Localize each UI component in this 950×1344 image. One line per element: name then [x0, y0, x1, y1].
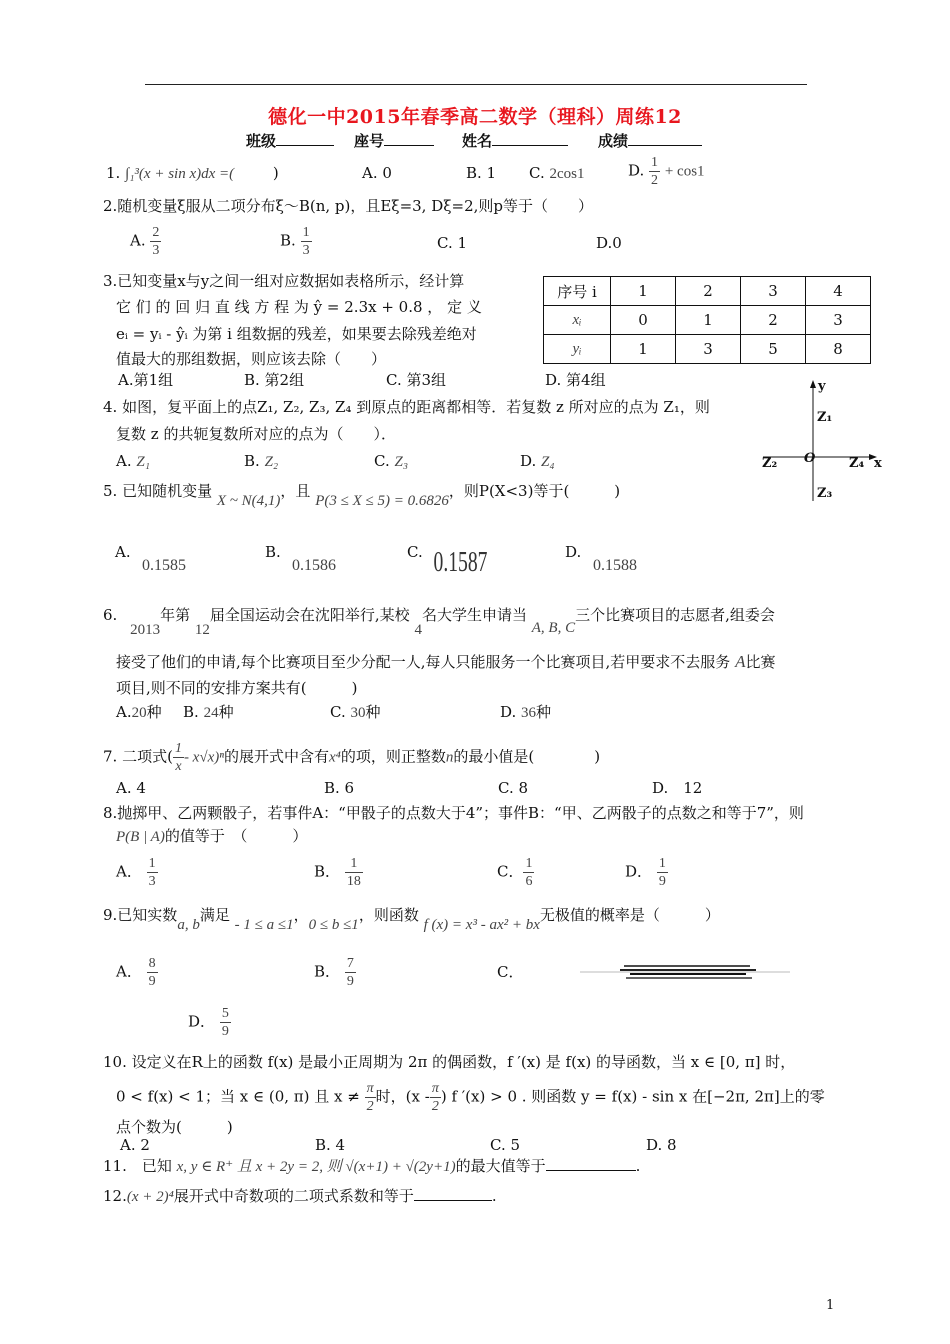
- q5-option-a: 0.1585: [142, 557, 186, 574]
- q2-option-a: A. $\frac{2}{3}$: [130, 225, 160, 258]
- q8-option-a: A． $\frac{1}{3}$: [116, 856, 156, 889]
- page-number: 1: [826, 1298, 835, 1313]
- q4-option-b: B. Z₂: [244, 452, 279, 470]
- q1-stem: 1. ∫₁³(x + sin x)dx =( ): [106, 164, 279, 182]
- q10-line3: 点个数为( ): [116, 1118, 233, 1136]
- fig-label-z2: Z₂: [762, 456, 778, 471]
- q4-line2: 复数 z 的共轭复数所对应的点为（ ）．: [116, 425, 396, 443]
- q3-option-c: C. 第3组: [386, 371, 447, 389]
- q7-option-a: A. 4: [116, 779, 146, 797]
- q3-line3: eᵢ = yᵢ - ŷᵢ 为第 i 组数据的残差，如果要去除残差绝对: [116, 325, 477, 343]
- q3-option-b: B. 第2组: [244, 371, 305, 389]
- fig-label-y: y: [818, 379, 826, 394]
- q5-option-d-label: D.: [565, 543, 582, 561]
- q3-option-a: A.第1组: [118, 371, 174, 389]
- q4-line1: 4. 如图，复平面上的点Z₁, Z₂, Z₃, Z₄ 到原点的距离都相等．若复数 z 所对应的点为 Z₁，则: [103, 398, 710, 416]
- q3-option-d: D. 第4组: [545, 371, 606, 389]
- q3-line1: 3.已知变量x与y之间一组对应数据如表格所示，经计算: [103, 272, 465, 290]
- q6-option-c: C. 30种: [330, 703, 381, 721]
- q11-stem: 11. 已知 x, y ∈ R⁺ 且 x + 2y = 2, 则 √(x+1) + √(2y+1)的最大值等于 .: [103, 1157, 641, 1175]
- q1-option-a: A. 0: [362, 164, 392, 182]
- q2-option-b: B. $\frac{1}{3}$: [280, 225, 310, 258]
- fig-label-o: O: [804, 451, 816, 466]
- q8-option-b: B． $\frac{1}{18}$: [314, 856, 361, 889]
- q7-option-d: D. 12: [652, 779, 703, 797]
- q5-option-b-label: B.: [265, 543, 281, 561]
- q9-stem: 9.已知实数a, b满足 - 1 ≤ a ≤1，0 ≤ b ≤1，则函数 f (x) = x³ - ax² + bx无极值的概率是（ ）: [103, 906, 720, 933]
- table-row: 序号 i 1 2 3 4: [544, 277, 871, 306]
- seat-label: 座号: [354, 130, 434, 151]
- score-label: 成绩: [598, 130, 702, 151]
- q9-option-d: D． $\frac{5}{9}$: [188, 1006, 229, 1039]
- name-label: 姓名: [462, 130, 568, 151]
- q2-option-d: D.0: [596, 234, 622, 252]
- q3-line2: 它 们 的 回 归 直 线 方 程 为 ŷ = 2.3x + 0.8 ， 定 义: [116, 298, 482, 316]
- q5-option-a-label: A.: [115, 543, 131, 561]
- q3-line4: 值最大的那组数据，则应该去除（ ）: [116, 350, 387, 368]
- q6-line1: 6. 2013年第 12届全国运动会在沈阳举行,某校 4名大学生申请当 A, B, C三个比赛项目的志愿者,组委会: [103, 606, 775, 638]
- q4-option-d: D. Z₄: [520, 452, 555, 470]
- fig-label-z3: Z₃: [817, 486, 833, 501]
- q5-option-c-label: C.: [407, 543, 423, 561]
- q10-line2: 0 < f(x) < 1；当 x ∈ (0, π) 且 x ≠ $\frac{\pi}{2}$ 时，(x - $\frac{\pi}{2}$ ) f ′(x) > 0 . 则函数 y = f(x) - sin x 在[−2π, 2π]上的零: [116, 1081, 825, 1114]
- q5-option-d: 0.1588: [593, 557, 637, 574]
- q8-option-c: C． $\frac{1}{6}$: [497, 856, 533, 889]
- q6-option-a: A.20种: [116, 703, 162, 721]
- q1-option-b: B. 1: [466, 164, 497, 182]
- q3-data-table: [543, 276, 871, 364]
- q1-option-d: D. $\frac{1}{2}$ + cos1: [628, 155, 705, 188]
- q10-option-d: D. 8: [646, 1136, 677, 1154]
- q10-option-b: B. 4: [315, 1136, 346, 1154]
- q8-line2: P(B | A)的值等于 （ ）: [116, 827, 308, 845]
- q6-line3: 项目,则不同的安排方案共有( ): [116, 679, 358, 697]
- q4-option-a: A. Z₁: [116, 452, 150, 470]
- fig-label-z1: Z₁: [817, 410, 833, 425]
- q5-option-b: 0.1586: [292, 557, 336, 574]
- q5-option-c: 0.1587: [433, 547, 488, 578]
- q8-line1: 8.抛掷甲、乙两颗骰子，若事件A：“甲骰子的点数大于4”；事件B：“甲、乙两骰子的点数之和等于7”，则: [103, 804, 804, 822]
- q9-option-a: A． $\frac{8}{9}$: [116, 956, 156, 989]
- illegible-option-image: [580, 962, 790, 982]
- q9-option-b: B． $\frac{7}{9}$: [314, 956, 354, 989]
- q7-stem: 7. 二项式( $\frac{1}{x}$ - x√x)ⁿ的展开式中含有x⁴的项，则正整数n的最小值是( ): [103, 741, 601, 774]
- q5-stem: 5. 已知随机变量 X ~ N(4,1)，且 P(3 ≤ X ≤ 5) = 0.6826，则P(X<3)等于( ): [103, 482, 621, 509]
- fig-label-x: x: [874, 456, 882, 471]
- q10-line1: 10. 设定义在R上的函数 f(x) 是最小正周期为 2π 的偶函数，f ′(x) 是 f(x) 的导函数，当 x ∈ [0, π] 时，: [103, 1053, 796, 1071]
- q10-option-a: A. 2: [120, 1136, 150, 1154]
- q4-option-c: C. Z₃: [374, 452, 409, 470]
- q9-option-c: C．: [497, 963, 524, 981]
- q8-option-d: D． $\frac{1}{9}$: [625, 856, 666, 889]
- q6-option-d: D. 36种: [500, 703, 552, 721]
- page-title: 德化一中2015年春季高二数学（理科）周练12: [268, 106, 682, 128]
- y-arrow-icon: [810, 380, 816, 388]
- q7-option-b: B. 6: [324, 779, 355, 797]
- top-rule: [145, 84, 807, 85]
- class-label: 班级: [246, 130, 334, 151]
- table-row: yᵢ 1 3 5 8: [544, 335, 871, 364]
- q2-option-c: C. 1: [437, 234, 468, 252]
- q1-option-c: C. 2cos1: [529, 164, 585, 182]
- q2-stem: 2.随机变量ξ服从二项分布ξ～B(n, p)，且Eξ=3, Dξ=2,则p等于（ ）: [103, 197, 593, 215]
- q6-line2: 接受了他们的申请,每个比赛项目至少分配一人,每人只能服务一个比赛项目,若甲要求不去服务 A比赛: [116, 652, 776, 671]
- q6-option-b: B. 24种: [183, 703, 234, 721]
- q7-option-c: C. 8: [498, 779, 529, 797]
- q10-option-c: C. 5: [490, 1136, 521, 1154]
- table-row: xᵢ 0 1 2 3: [544, 306, 871, 335]
- q12-stem: 12.(x + 2)⁴展开式中奇数项的二项式系数和等于 .: [103, 1187, 497, 1205]
- fig-label-z4: Z₄: [849, 456, 865, 471]
